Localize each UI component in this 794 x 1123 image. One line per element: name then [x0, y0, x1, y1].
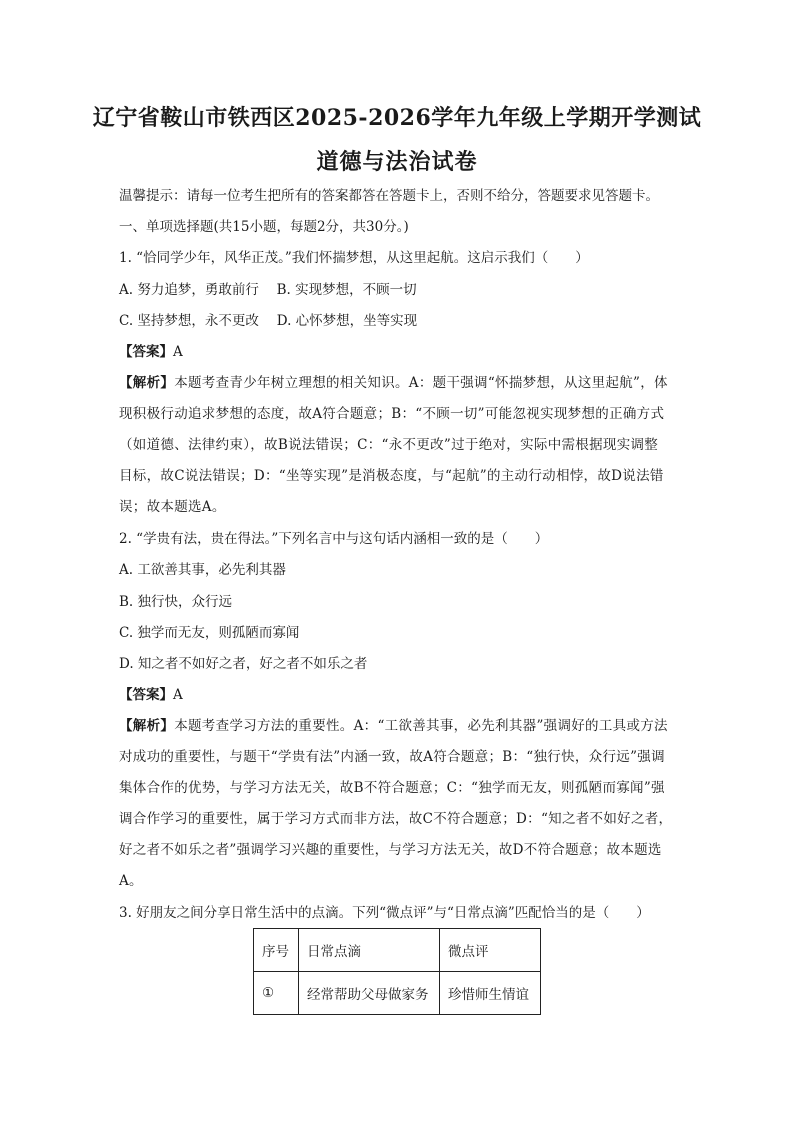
answer-label: 【答案】	[119, 344, 173, 360]
question-2-option-c: C. 独学而无友，则孤陋而寡闻	[119, 625, 300, 641]
question-1-analysis-line	[119, 373, 668, 393]
table-header-cell: 微点评	[440, 929, 541, 972]
question-2-analysis-line: A。	[119, 873, 143, 889]
question-1-answer	[119, 342, 183, 362]
question-1-analysis-line: 目标，故C说法错误；D：“坐等实现”是消极态度，与“起航”的主动行动相悖，故D说法错	[119, 468, 664, 484]
question-2-analysis-line: 调合作学习的重要性，属于学习方式而非方法，故C不符合题意；D：“知之者不如好之者，	[119, 811, 673, 827]
answer-value: A	[173, 344, 183, 360]
question-2-analysis-line: 好之者不如乐之者”强调学习兴趣的重要性，与学习方法无关，故D不符合题意；故本题选	[119, 842, 662, 858]
notice-text: 温馨提示：请每一位考生把所有的答案都答在答题卡上，否则不给分，答题要求见答题卡。	[119, 188, 659, 204]
table-cell: ①	[254, 972, 299, 1015]
question-2-answer	[119, 685, 183, 705]
section-heading: 一、单项选择题(共15小题，每题2分，共30分。)	[119, 219, 409, 235]
question-1-options-cd: C. 坚持梦想，永不更改 D. 心怀梦想，坐等实现	[119, 313, 418, 329]
question-1-options-ab: A. 努力追梦，勇敢前行 B. 实现梦想，不顾一切	[119, 282, 417, 298]
question-3-table	[253, 928, 541, 1015]
answer-value: A	[173, 687, 183, 703]
question-2-analysis-line: 集体合作的优势，与学习方法无关，故B不符合题意；C：“独学而无友，则孤陋而寡闻”强	[119, 780, 665, 796]
answer-label: 【答案】	[119, 687, 173, 703]
question-2-option-b: B. 独行快，众行远	[119, 594, 233, 610]
question-2-analysis-line: 对成功的重要性，与题干“学贵有法”内涵一致，故A符合题意；B：“独行快，众行远”强调	[119, 749, 665, 765]
question-1-analysis-line: 现积极行动追求梦想的态度，故A符合题意；B：“不顾一切”可能忽视实现梦想的正确方式	[119, 406, 665, 422]
question-2-option-a: A. 工欲善其事，必先利其器	[119, 562, 286, 578]
question-3-stem: 3. 好朋友之间分享日常生活中的点滴。下列“微点评”与“日常点滴”匹配恰当的是（ ）	[119, 905, 650, 921]
table-row	[254, 972, 541, 1015]
question-1-stem: 1. “恰同学少年，风华正茂。”我们怀揣梦想，从这里起航。这启示我们（ ）	[119, 250, 589, 266]
table-header-row	[254, 929, 541, 972]
analysis-label: 【解析】	[119, 718, 175, 734]
table-header-cell: 日常点滴	[299, 929, 440, 972]
analysis-text: 本题考查学习方法的重要性。A：“工欲善其事，必先利其器”强调好的工具或方法	[174, 718, 668, 734]
question-2-option-d: D. 知之者不如好之者，好之者不如乐之者	[119, 656, 368, 672]
page-title: 辽宁省鞍山市铁西区2025-2026学年九年级上学期开学测试	[92, 105, 702, 131]
question-1-analysis-line: （如道德、法律约束），故B说法错误；C：“永不更改”过于绝对，实际中需根据现实调整	[119, 437, 659, 453]
question-2-stem: 2. “学贵有法，贵在得法。”下列名言中与这句话内涵相一致的是（ ）	[119, 531, 549, 547]
analysis-text: 本题考查青少年树立理想的相关知识。A：题干强调“怀揣梦想，从这里起航”，体	[174, 375, 668, 391]
table-cell: 珍惜师生情谊	[440, 972, 541, 1015]
question-1-analysis-line: 误；故本题选A。	[119, 499, 226, 515]
table-header-cell: 序号	[254, 929, 299, 972]
analysis-label: 【解析】	[119, 375, 175, 391]
table-cell: 经常帮助父母做家务	[299, 972, 440, 1015]
page-subtitle: 道德与法治试卷	[316, 149, 478, 175]
question-2-analysis-line	[119, 716, 668, 736]
